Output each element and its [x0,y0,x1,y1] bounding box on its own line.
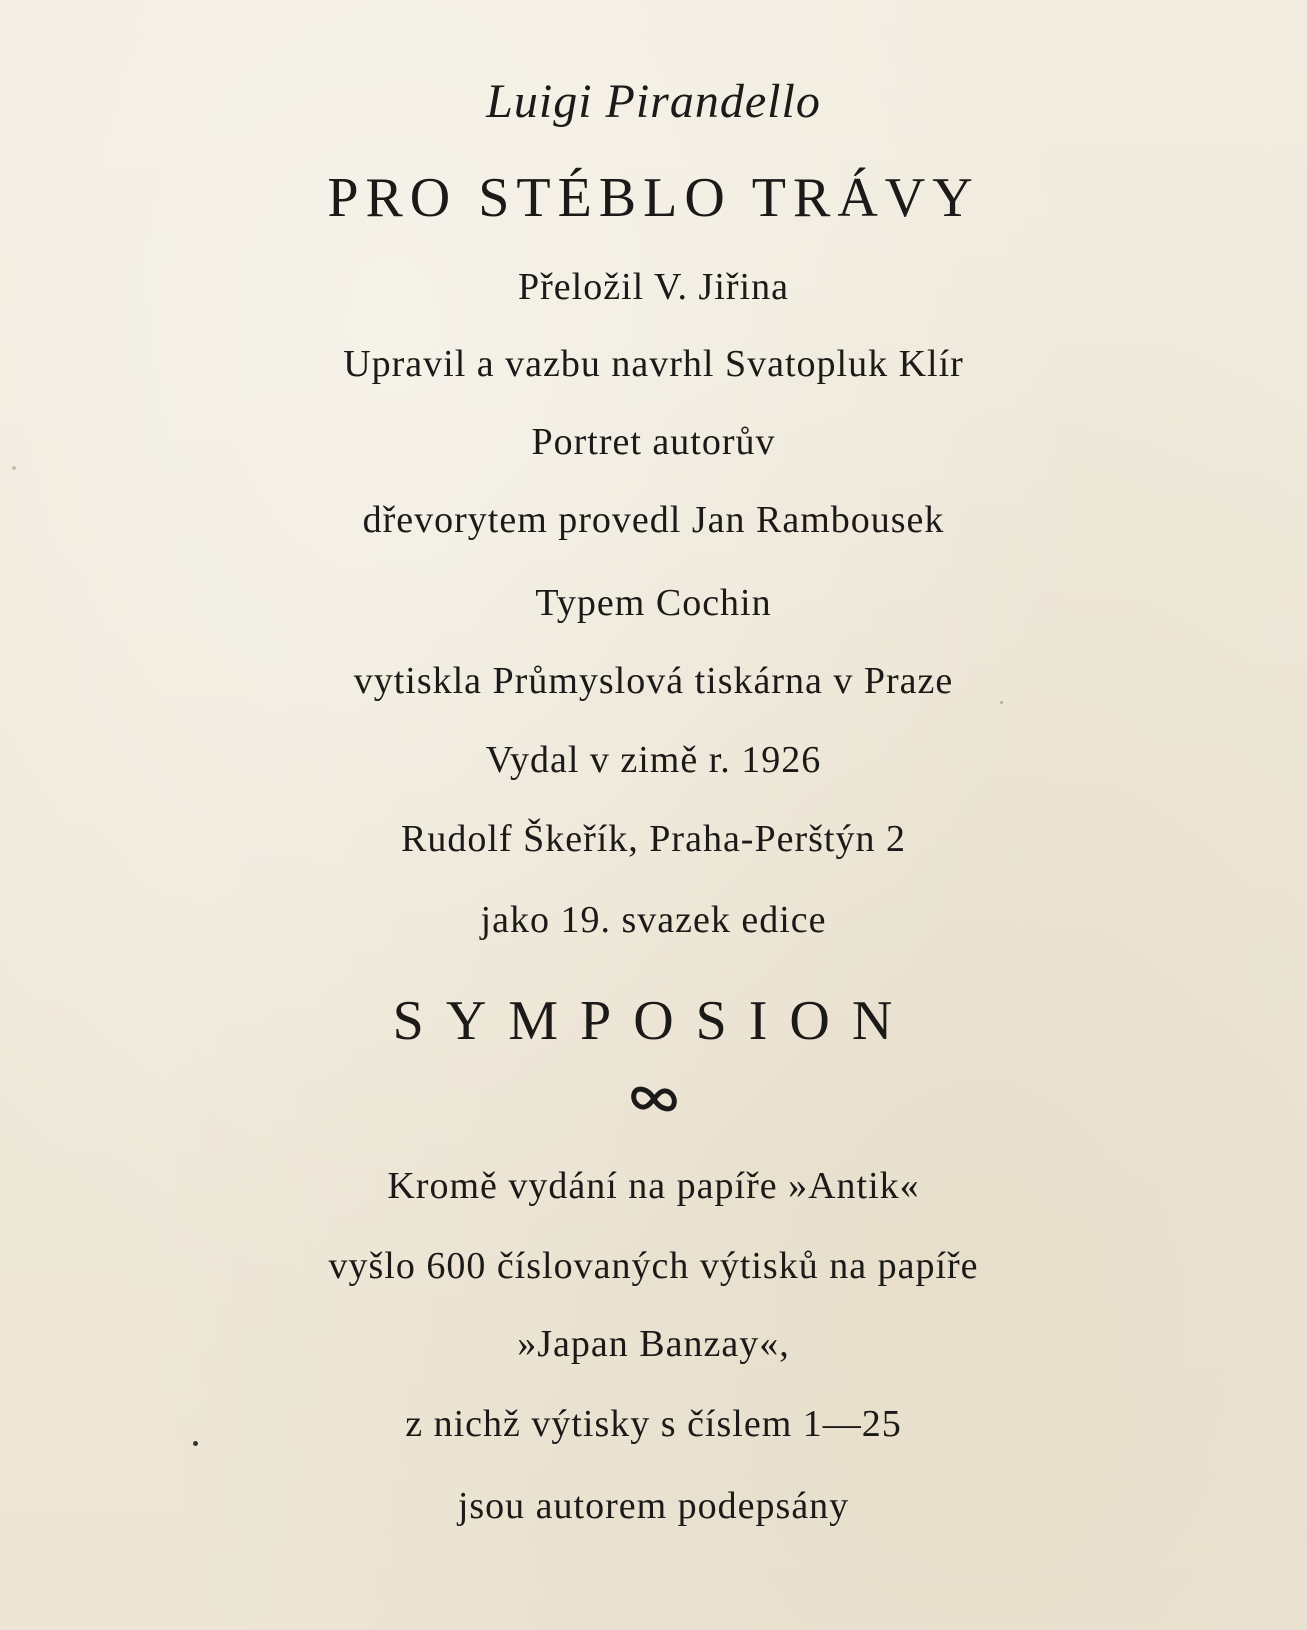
author-name: Luigi Pirandello [486,75,821,128]
edition-note-2: vyšlo 600 číslovaných výtisků na papíře [328,1245,979,1287]
designer-line: Upravil a vazbu navrhl Svatopluk Klír [343,343,964,385]
ornament-glyph [628,1082,680,1116]
typeface-line: Typem Cochin [535,582,772,624]
translator-line: Přeložil V. Jiřina [518,266,789,308]
book-title: PRO STÉBLO TRÁVY [327,167,980,229]
publication-date-line: Vydal v zimě r. 1926 [485,739,822,781]
edition-note-3: »Japan Banzay«, [517,1323,790,1365]
series-name: SYMPOSION [392,990,915,1052]
publisher-line: Rudolf Škeřík, Praha-Perštýn 2 [401,818,906,860]
portrait-line: Portret autorův [531,421,776,463]
paper-speck [12,466,16,470]
edition-note-4: z nichž výtisky s číslem 1—25 [405,1403,902,1445]
volume-line: jako 19. svazek edice [480,899,827,941]
paper-speck [193,1441,198,1446]
edition-note-5: jsou autorem podepsány [457,1485,850,1527]
woodcut-line: dřevorytem provedl Jan Rambousek [362,499,945,541]
interlaced-ornament-icon [0,1082,1307,1122]
paper-speck [1000,701,1003,704]
printer-line: vytiskla Průmyslová tiskárna v Praze [353,660,954,702]
edition-note-1: Kromě vydání na papíře »Antik« [387,1165,920,1207]
